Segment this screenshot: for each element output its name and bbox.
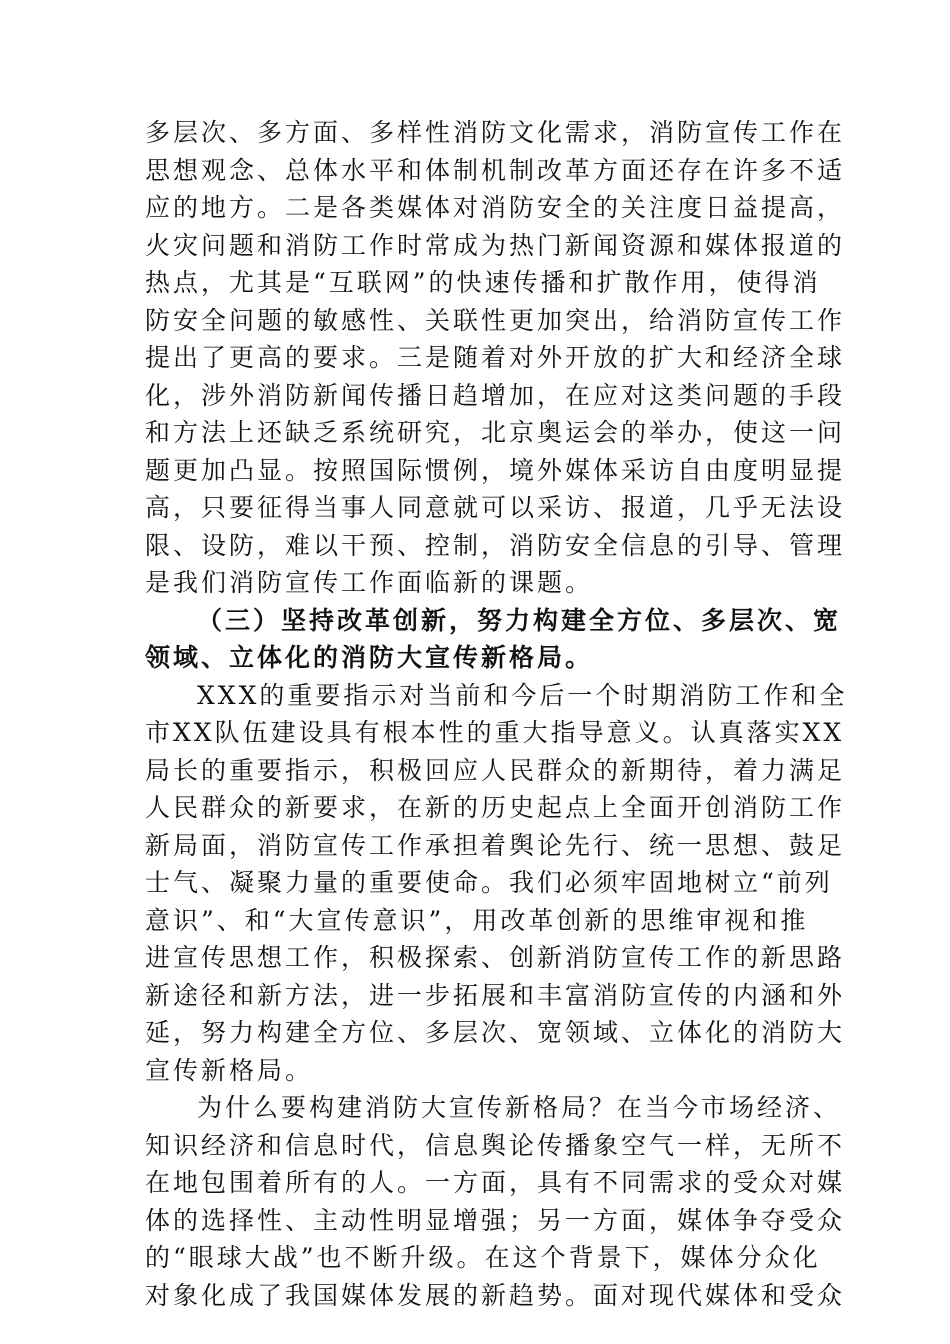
text-line: 高，只要征得当事人同意就可以采访、报道，几乎无法设 [145,493,846,522]
paragraph [145,114,846,602]
text-line: 热点，尤其是“互联网”的快速传播和扩散作用，使得消 [145,268,821,297]
text-line: 新途径和新方法，进一步拓展和丰富消防宣传的内涵和外 [145,980,846,1010]
text-line: 化，涉外消防新闻传播日趋增加，在应对这类问题的手段 [145,380,846,410]
text-line: 的“眼球大战”也不断升级。在这个背景下，媒体分众化 [145,1243,821,1272]
text-line: 题更加凸显。按照国际惯例，境外媒体采访自由度明显提 [145,455,846,485]
section-heading [145,602,842,677]
text-line: 在地包围着所有的人。一方面，具有不同需求的受众对媒 [145,1168,846,1197]
text-line: 思想观念、总体水平和体制机制改革方面还存在许多不适 [145,155,846,185]
heading-line: （三）坚持改革创新，努力构建全方位、多层次、宽 [197,605,842,635]
text-line: 延，努力构建全方位、多层次、宽领域、立体化的消防大 [145,1018,846,1047]
paragraph [145,677,848,1090]
text-line: 和方法上还缺乏系统研究，北京奥运会的举办，使这一问 [145,418,846,447]
text-line: 知识经济和信息时代，信息舆论传播象空气一样，无所不 [145,1130,846,1160]
text-line: 提出了更高的要求。三是随着对外开放的扩大和经济全球 [145,343,846,372]
text-line: 市XX队伍建设具有根本性的重大指导意义。认真落实XX [145,718,845,747]
text-line: 意识”、和“大宣传意识”，用改革创新的思维审视和推 [145,905,809,935]
text-line: 应的地方。二是各类媒体对消防安全的关注度日益提高， [145,193,846,222]
text-line: 宣传新格局。 [145,1055,314,1085]
text-line: 进宣传思想工作，积极探索、创新消防宣传工作的新思路 [145,943,846,972]
text-line: 对象化成了我国媒体发展的新趋势。面对现代媒体和受众 [145,1280,846,1310]
text-line: 火灾问题和消防工作时常成为热门新闻资源和媒体报道的 [145,230,846,260]
text-line: 是我们消防宣传工作面临新的课题。 [145,568,594,597]
text-line: 限、设防，难以干预、控制，消防安全信息的引导、管理 [145,530,846,560]
text-line: 多层次、多方面、多样性消防文化需求，消防宣传工作在 [145,118,846,147]
document-body [145,114,848,1314]
text-line: 人民群众的新要求，在新的历史起点上全面开创消防工作 [145,793,846,822]
text-line: 新局面，消防宣传工作承担着舆论先行、统一思想、鼓足 [145,830,846,860]
text-line: 为什么要构建消防大宣传新格局？在当今市场经济、 [197,1093,842,1122]
heading-line: 领域、立体化的消防大宣传新格局。 [145,643,594,672]
text-line: XXX的重要指示对当前和今后一个时期消防工作和全 [197,680,848,710]
text-line: 士气、凝聚力量的重要使命。我们必须牢固地树立“前列 [145,868,833,897]
paragraph [145,1089,846,1314]
text-line: 体的选择性、主动性明显增强；另一方面，媒体争夺受众 [145,1205,846,1235]
text-line: 局长的重要指示，积极回应人民群众的新期待，着力满足 [145,755,846,785]
text-line: 防安全问题的敏感性、关联性更加突出，给消防宣传工作 [145,305,846,335]
